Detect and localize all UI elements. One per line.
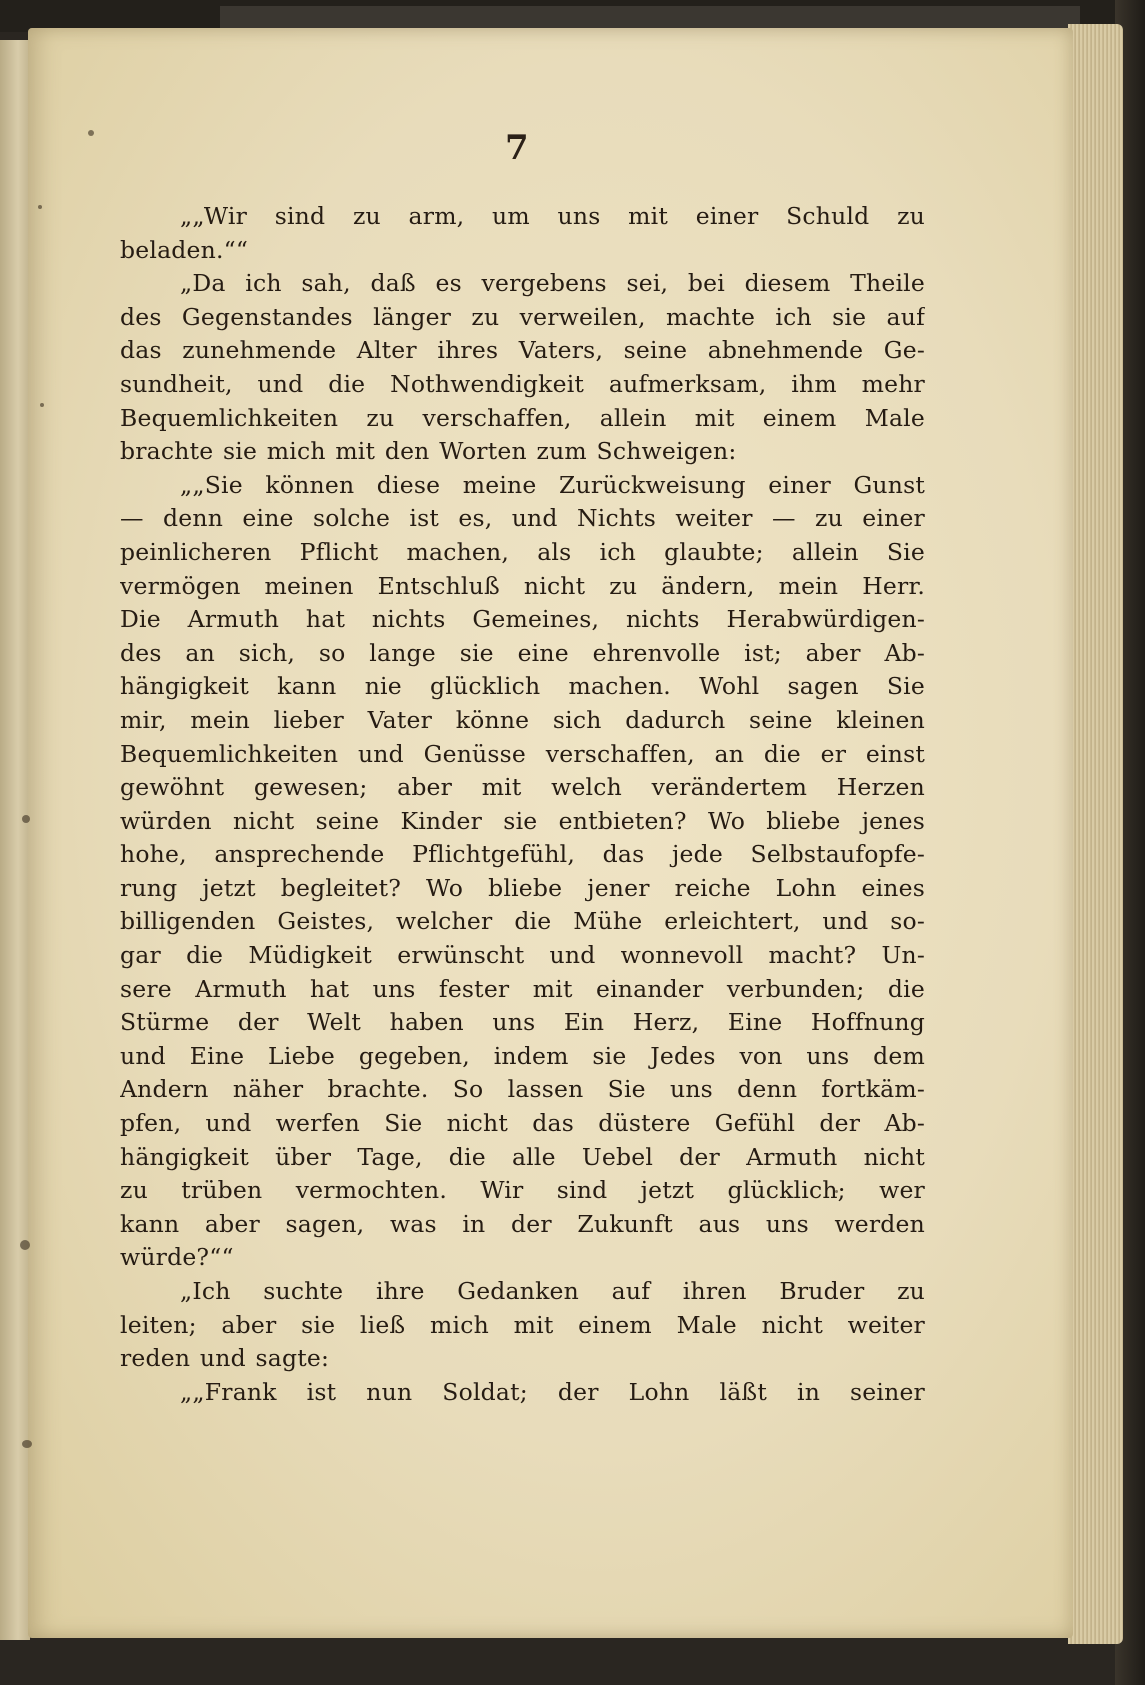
text-line: brachte sie mich mit den Worten zum Schweigen: xyxy=(120,437,737,466)
text-line: des Gegenstandes länger zu verweilen, machte ich sie auf xyxy=(120,302,925,331)
paper-speck xyxy=(88,130,94,136)
text-line: das zunehmende Alter ihres Vaters, seine abnehmende Ge- xyxy=(120,336,925,365)
text-line: hohe, ansprechende Pflichtgefühl, das jede Selbstaufopfe- xyxy=(120,840,925,869)
paper-speck xyxy=(22,815,30,823)
paper-speck xyxy=(40,403,44,407)
text-line: „„Sie können diese meine Zurückweisung einer Gunst xyxy=(180,470,925,499)
text-line: Bequemlichkeiten zu verschaffen, allein mit einem Male xyxy=(120,403,925,432)
text-line: billigenden Geistes, welcher die Mühe erleichtert, und so- xyxy=(120,907,925,936)
text-line: leiten; aber sie ließ mich mit einem Male nicht weiter xyxy=(120,1310,925,1339)
text-line: „„Frank ist nun Soldat; der Lohn läßt in seiner xyxy=(180,1377,925,1406)
paper-speck xyxy=(20,1240,30,1250)
text-line: und Eine Liebe gegeben, indem sie Jedes von uns dem xyxy=(120,1041,925,1070)
text-line: pfen, und werfen Sie nicht das düstere Gefühl der Ab- xyxy=(120,1109,925,1138)
text-line: Stürme der Welt haben uns Ein Herz, Eine Hoffnung xyxy=(120,1008,925,1037)
text-line: würden nicht seine Kinder sie entbieten? Wo bliebe jenes xyxy=(120,806,925,835)
text-line: gar die Müdigkeit erwünscht und wonnevoll macht? Un- xyxy=(120,941,925,970)
page-number: 7 xyxy=(505,128,529,168)
text-line: peinlicheren Pflicht machen, als ich glaubte; allein Sie xyxy=(120,537,925,566)
text-line: rung jetzt begleitet? Wo bliebe jener reiche Lohn eines xyxy=(120,873,925,902)
text-line: „Ich suchte ihre Gedanken auf ihren Bruder zu xyxy=(180,1277,925,1305)
text-line: reden und sagte: xyxy=(120,1344,330,1373)
text-line: gewöhnt gewesen; aber mit welch verändertem Herzen xyxy=(120,773,925,802)
text-line: Bequemlichkeiten und Genüsse verschaffen, an die er einst xyxy=(120,739,925,768)
text-line: sere Armuth hat uns fester mit einander verbunden; die xyxy=(120,974,925,1003)
text-line: sundheit, und die Nothwendigkeit aufmerksam, ihm mehr xyxy=(120,369,925,398)
text-line: zu trüben vermochten. Wir sind jetzt glücklich; wer xyxy=(120,1176,925,1205)
text-line: vermögen meinen Entschluß nicht zu ändern, mein Herr. xyxy=(120,571,925,600)
text-line: kann aber sagen, was in der Zukunft aus uns werden xyxy=(120,1209,925,1238)
page-stack-edge xyxy=(1068,24,1123,1644)
text-line: hängigkeit über Tage, die alle Uebel der Armuth nicht xyxy=(120,1142,925,1171)
scan-top-bar xyxy=(220,6,1080,28)
text-line: mir, mein lieber Vater könne sich dadurch seine kleinen xyxy=(120,705,925,734)
text-line: „Da ich sah, daß es vergebens sei, bei diesem Theile xyxy=(180,269,925,298)
text-line: beladen.““ xyxy=(120,235,249,264)
text-line: — denn eine solche ist es, und Nichts weiter — zu einer xyxy=(120,504,925,533)
paper-speck xyxy=(22,1440,32,1448)
text-line: „„Wir sind zu arm, um uns mit einer Schuld zu xyxy=(180,202,925,230)
text-line: des an sich, so lange sie eine ehrenvolle ist; aber Ab- xyxy=(120,638,925,667)
text-line: Die Armuth hat nichts Gemeines, nichts Herabwürdigen- xyxy=(120,605,925,634)
left-page-edge xyxy=(0,40,30,1640)
text-line: Andern näher brachte. So lassen Sie uns denn fortkäm- xyxy=(120,1075,925,1104)
text-line: würde?““ xyxy=(120,1243,234,1272)
text-line: hängigkeit kann nie glücklich machen. Wohl sagen Sie xyxy=(120,672,925,701)
paper-speck xyxy=(38,205,42,209)
body-text xyxy=(120,200,925,1409)
